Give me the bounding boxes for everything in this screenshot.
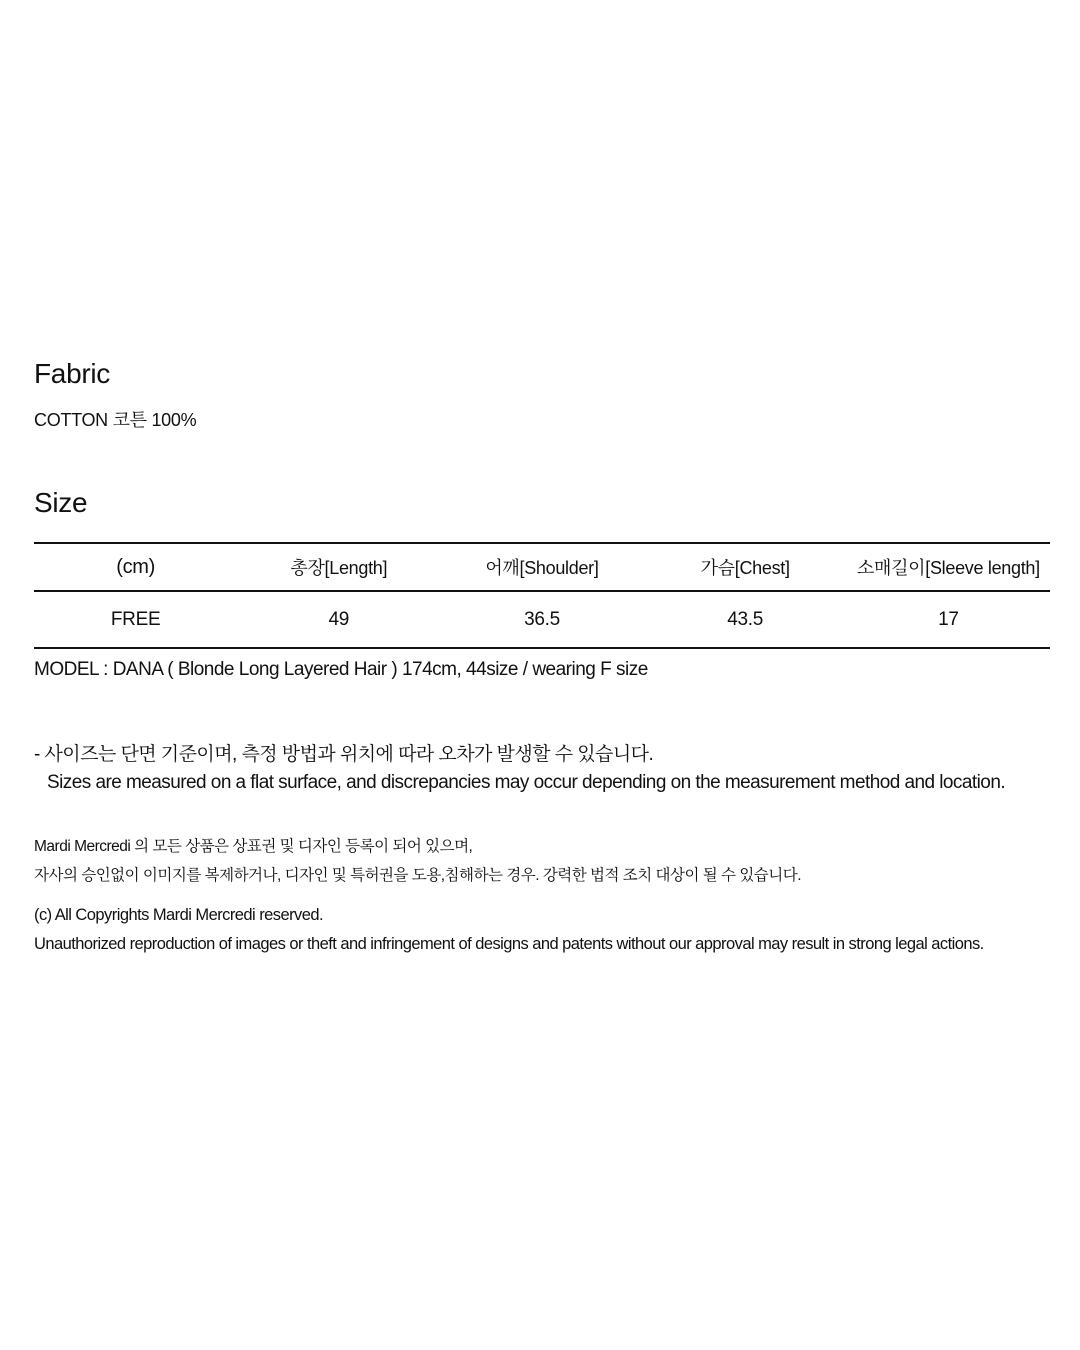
notice-english: Sizes are measured on a flat surface, and discrepancies may occur depending on the measurement method and location. bbox=[47, 772, 1006, 793]
fabric-value: COTTON 코튼 100% bbox=[34, 410, 197, 430]
measurement-notice bbox=[34, 741, 1074, 797]
header-unit: (cm) bbox=[116, 555, 155, 578]
copyright-english bbox=[34, 901, 984, 959]
copyright-korean bbox=[34, 832, 801, 890]
copyright-korean-line-1: Mardi Mercredi 의 모든 상품은 상표권 및 디자인 등록이 되어 있으며, bbox=[34, 838, 473, 855]
cell-shoulder: 36.5 bbox=[524, 608, 560, 630]
size-table bbox=[34, 542, 1050, 649]
cell-chest: 43.5 bbox=[727, 608, 764, 630]
header-length: 총장[Length] bbox=[290, 558, 388, 578]
notice-korean: - 사이즈는 단면 기준이며, 측정 방법과 위치에 따라 오차가 발생할 수 있습니다. bbox=[34, 744, 654, 765]
header-sleeve-length: 소매길이[Sleeve length] bbox=[856, 558, 1040, 578]
cell-length: 49 bbox=[328, 608, 350, 630]
cell-size: FREE bbox=[110, 608, 161, 630]
header-shoulder: 어깨[Shoulder] bbox=[485, 558, 599, 578]
copyright-english-line-2: Unauthorized reproduction of images or theft and infringement of designs and patents without our approval may result in strong legal actions. bbox=[34, 935, 984, 953]
copyright-english-line-1: (c) All Copyrights Mardi Mercredi reserved. bbox=[34, 906, 324, 924]
table-row bbox=[34, 591, 1050, 648]
copyright-korean-line-2: 자사의 승인없이 이미지를 복제하거나, 디자인 및 특허권을 도용,침해하는 경우. 강력한 법적 조치 대상이 될 수 있습니다. bbox=[34, 867, 802, 884]
fabric-title: Fabric bbox=[34, 358, 110, 389]
model-info: MODEL : DANA ( Blonde Long Layered Hair ) 174cm, 44size / wearing F size bbox=[34, 659, 648, 680]
size-title: Size bbox=[34, 487, 88, 518]
header-chest: 가슴[Chest] bbox=[700, 558, 790, 578]
size-table-header-row bbox=[34, 543, 1050, 591]
cell-sleeve-length: 17 bbox=[938, 608, 959, 630]
